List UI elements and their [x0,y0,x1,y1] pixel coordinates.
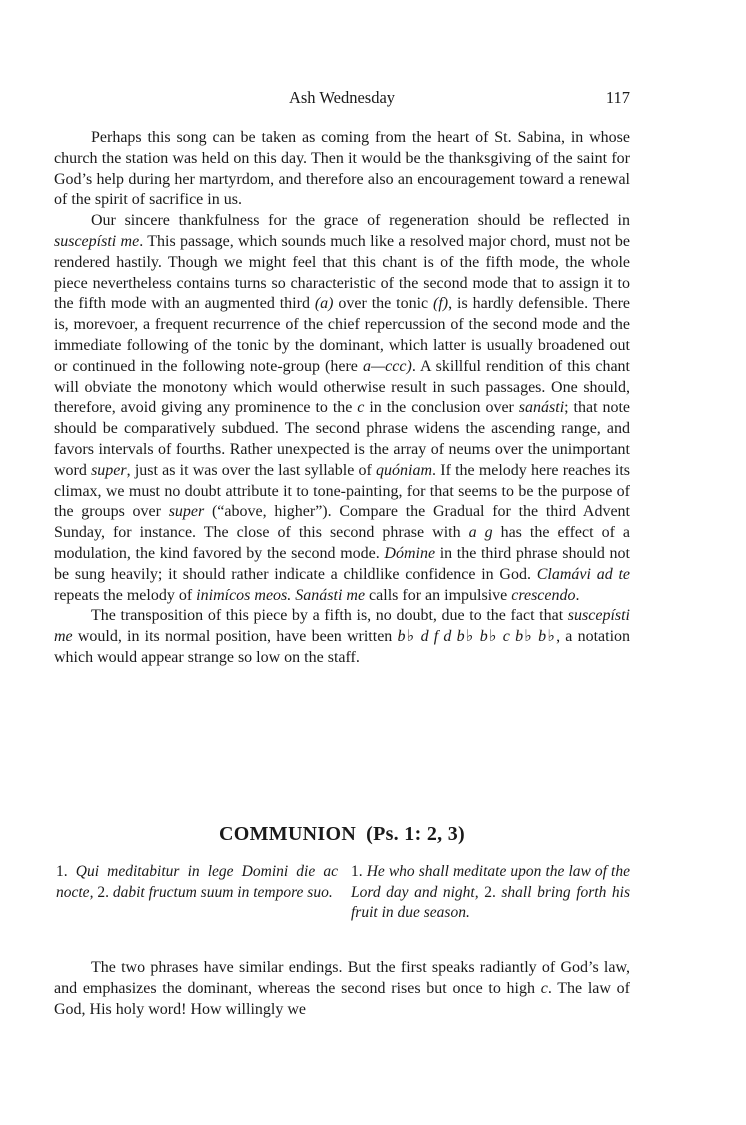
psalm-reference: (Ps. 1: 2, 3) [366,823,465,845]
running-title: Ash Wednesday [288,88,396,107]
latin-text: 1. Qui meditabitur in lege Domini die ac nocte, 2. dabit fructum suum in tempore suo. [56,863,338,901]
body-text [54,128,630,669]
paragraph: Perhaps this song can be taken as coming from the heart of St. Sabina, in whose church the station was held on this day. Then it would be the thanksgiving of the saint for God’s help during her martyrdom, and therefore also an encouragement toward a renewal of the spirit of sacrifice in us. [54,129,630,209]
paragraph: The two phrases have similar endings. But the first speaks radiantly of God’s law, and emphasizes the dominant, whereas the second rises but once to high c. The law of God, His holy word! How willingly we [54,959,630,1018]
body-text-continued [54,958,630,1020]
section-heading [54,823,630,846]
page-number: 117 [605,88,630,107]
english-translation: 1. He who shall meditate upon the law of the Lord day and night, 2. shall bring forth his fruit in due season. [351,863,631,921]
running-head [54,88,630,110]
section-title: COMMUNION [218,823,357,845]
paragraph: The transposition of this piece by a fifth is, no doubt, due to the fact that suscepísti me would, in its normal position, have been written b♭ d f d b♭ b♭ c b♭ b♭, a notation which would appear strange so low on the staff. [54,607,631,666]
paragraph: Our sincere thankfulness for the grace of regeneration should be reflected in suscepísti me. This passage, which sounds much like a resolved major chord, must not be rendered hastily. Though we might feel that this chant is of the fifth mode, the whole piece nevertheless contains turns so characteristic of the second mode that to assign it to the fifth mode with an augmented third (a) over the tonic (f), is hardly defensible. There is, morevoer, a frequent recurrence of the chief repercussion of the second mode and the immediate following of the tonic by the dominant, which latter is usually broadened out or continued in the following note-group (here a—ccc). A skillful rendition of this chant will obviate the monotony which would otherwise result in such passages. One should, therefore, avoid giving any prominence to the c in the conclusion over sanásti; that note should be comparatively subdued. The second phrase widens the ascending range, and favors intervals of fourths. Rather unexpected is the array of neums over the unimportant word super, just as it was over the last syllable of quóniam. If the melody here reaches its climax, we must no doubt attribute it to tone-painting, for that seems to be the purpose of the groups over super (“above, higher”). Compare the Gradual for the third Advent Sunday, for instance. The close of this second phrase with a g has the effect of a modulation, the kind favored by the second mode. Dómine in the third phrase should not be sung heavily; it should rather indicate a childlike confidence in God. Clamávi ad te repeats the melody of inimícos meos. Sanásti me calls for an impulsive crescendo. [54,212,631,604]
